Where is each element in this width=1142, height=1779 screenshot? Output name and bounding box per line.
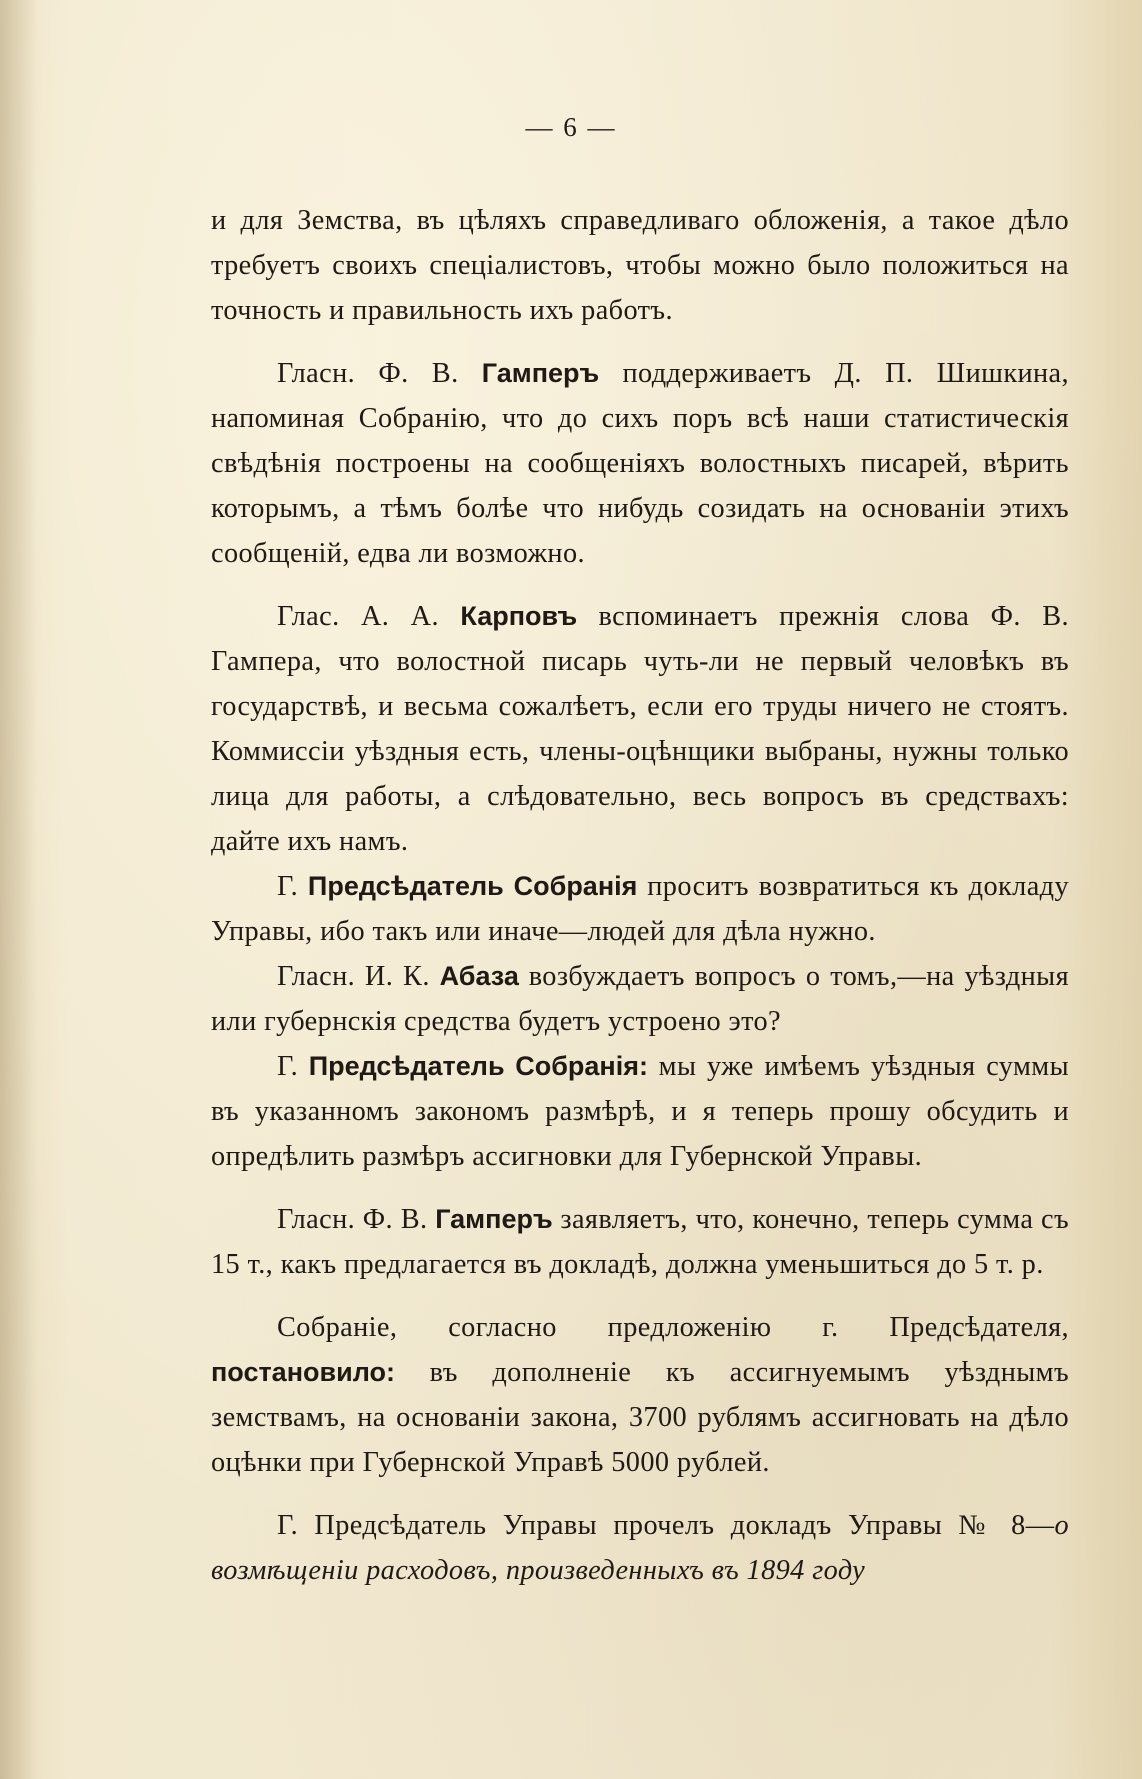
paragraph-text: въ дополненіе къ ассигнуемымъ уѣзднымъ земствамъ, на основаніи закона, 3700 рублямъ ассигновать на дѣло оцѣнки при Губернской Управѣ 5000 рублей. (211, 1357, 1069, 1478)
paragraph (211, 1044, 1069, 1179)
speaker-name: Предсѣдатель Собранія (307, 871, 638, 901)
paragraph-text: Г. (277, 1051, 309, 1082)
paragraph-text: возбуждаетъ вопросъ о томъ,—на уѣздныя или губернскія средства будетъ устроено это? (211, 961, 1070, 1037)
paragraph-text: Г. Предсѣдатель Управы прочелъ докладъ Управы № 8— (277, 1510, 1055, 1541)
paragraph-text: поддерживаетъ Д. П. Шишкина, напоминая Собранію, что до сихъ поръ всѣ наши статистическія свѣдѣнія построены на сообщеніяхъ волостныхъ писарей, вѣрить которымъ, а тѣмъ болѣе что нибудь созидать на основаніи этихъ сообщеній, едва ли возможно. (211, 358, 1069, 569)
speaker-name: Гамперъ (435, 1204, 553, 1234)
paragraph-text: Собраніе, согласно предложенію г. Предсѣдателя, (277, 1312, 1069, 1343)
paragraph-text: проситъ возвратиться къ докладу Управы, ибо такъ или иначе—людей для дѣла нужно. (211, 871, 1070, 947)
paragraph (211, 864, 1069, 954)
paragraph-text: мы уже имѣемъ уѣздныя суммы въ указанномъ закономъ размѣрѣ, и я теперь прошу обсудить и опредѣлить размѣръ ассигновки для Губернской Управы. (211, 1051, 1069, 1172)
page-number: — 6 — (525, 112, 617, 142)
paragraph-text: заявляетъ, что, конечно, теперь сумма съ 15 т., какъ предлагается въ докладѣ, должна уменьшиться до 5 т. р. (211, 1204, 1069, 1280)
paragraph (211, 954, 1069, 1044)
paragraph (211, 198, 1069, 333)
body-text (211, 198, 1069, 1593)
page-spine-shadow (0, 0, 38, 1779)
paragraph (211, 1503, 1069, 1593)
paragraph-text: Гласн. И. К. (277, 961, 440, 992)
speaker-name: Предсѣдатель Собранія: (308, 1051, 648, 1081)
paragraph (211, 594, 1069, 864)
speaker-name: Абаза (439, 961, 519, 991)
paragraph (211, 351, 1069, 576)
italic-text: о возмѣщеніи расходовъ, произведенныхъ въ 1894 году (211, 1510, 1069, 1586)
paragraph-text: и для Земства, въ цѣляхъ справедливаго обложенія, а такое дѣло требуетъ своихъ спеціалистовъ, чтобы можно было положиться на точность и правильность ихъ работъ. (211, 205, 1069, 326)
paragraph (211, 1197, 1069, 1287)
speaker-name: Гамперъ (481, 358, 600, 388)
speaker-name: постановило: (211, 1357, 395, 1387)
paragraph-text: Г. (277, 871, 308, 902)
paragraph-text: Гласн. Ф. В. (277, 1204, 436, 1235)
paragraph-text: Глас. А. А. (277, 601, 461, 632)
paragraph-text: Гласн. Ф. В. (277, 358, 482, 389)
paragraph (211, 1305, 1069, 1485)
paragraph-text: вспоминаетъ прежнія слова Ф. В. Гампера, что волостной писарь чуть-ли не первый человѣкъ въ государствѣ, и весьма сожалѣетъ, если его труды ничего не стоятъ. Коммиссіи уѣздныя есть, члены-оцѣнщики выбраны, нужны только лица для работы, а слѣдовательно, весь вопросъ въ средствахъ: дайте ихъ намъ. (211, 601, 1069, 857)
speaker-name: Карповъ (460, 601, 578, 631)
